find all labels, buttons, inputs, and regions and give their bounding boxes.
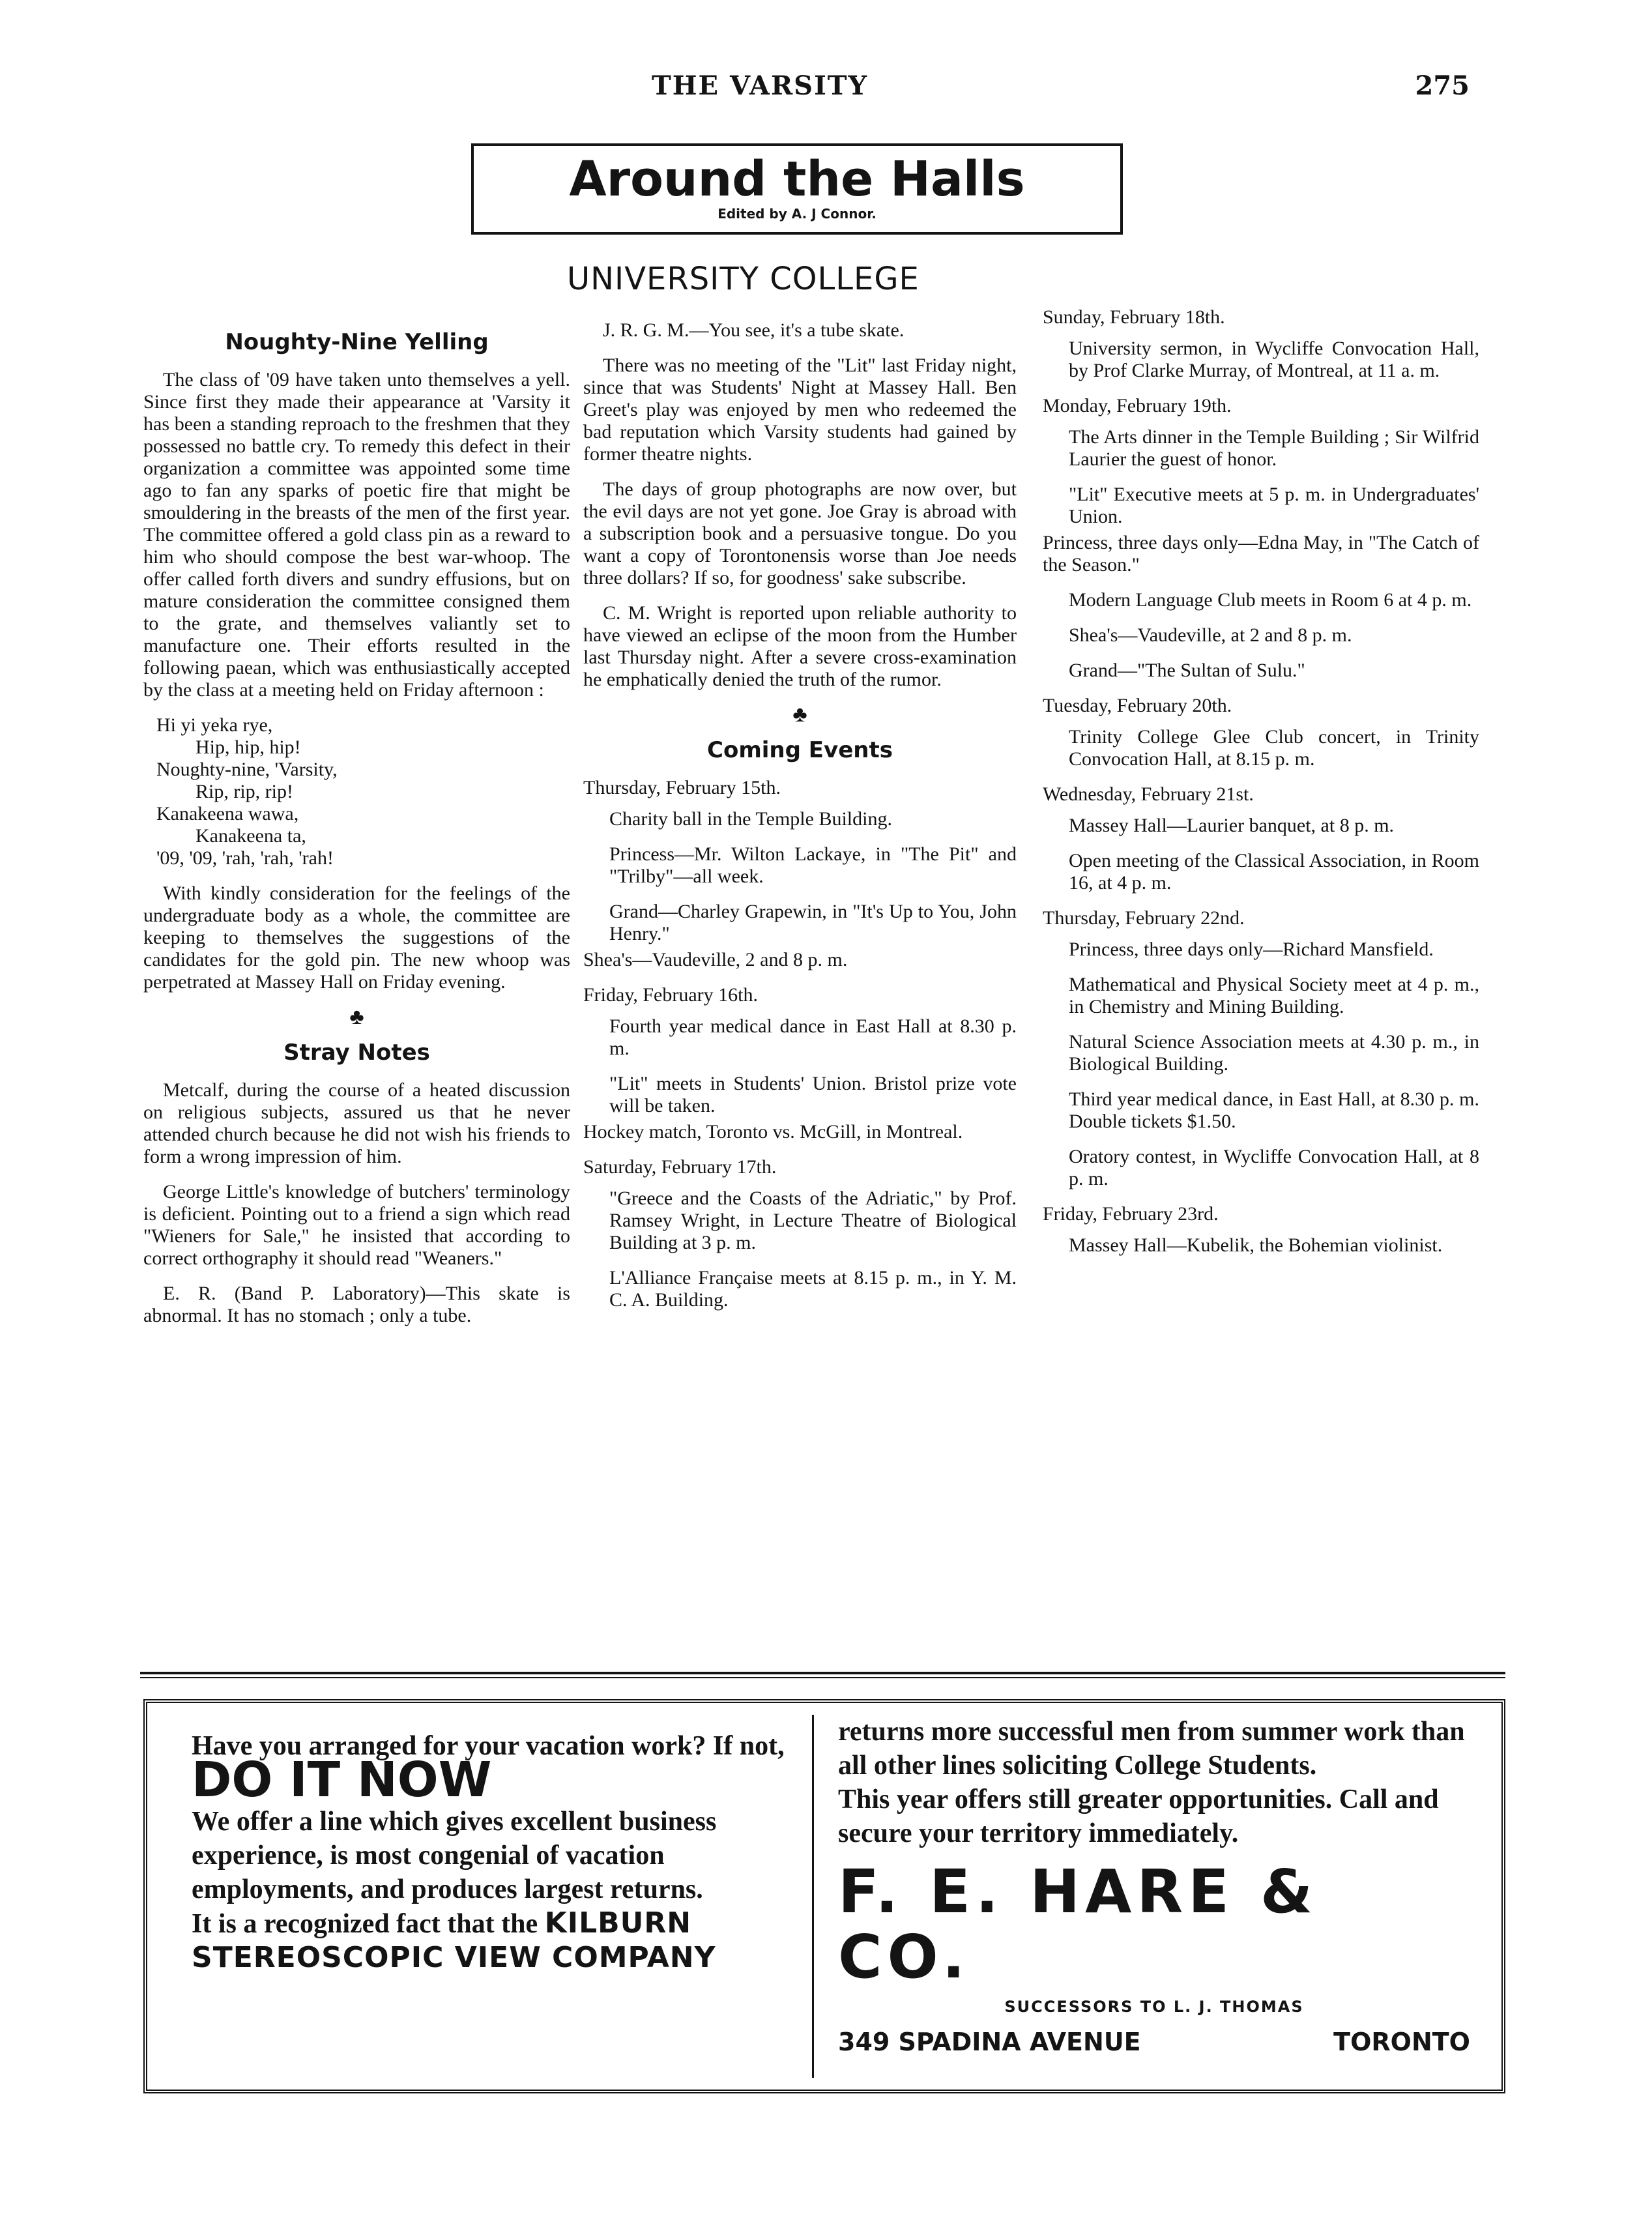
- advertisement: [143, 1699, 1505, 2093]
- event-day: Wednesday, February 21st.: [1043, 783, 1254, 805]
- event-day: Tuesday, February 20th.: [1043, 695, 1232, 716]
- event-item: Open meeting of the Classical Association, in Room 16, at 4 p. m.: [1069, 850, 1479, 894]
- event-item: Grand—Charley Grapewin, in "It's Up to You, John Henry.": [609, 901, 1017, 944]
- middle-paragraph-4: C. M. Wright is reported upon reliable authority to have viewed an eclipse of the moon from the Humber last Thursday night. After a severe cross-examination he emphatically denied the truth of the rumor.: [583, 602, 1017, 690]
- event-item: L'Alliance Française meets at 8.15 p. m., in Y. M. C. A. Building.: [609, 1267, 1017, 1311]
- ornament-icon: ♣: [349, 1005, 364, 1029]
- ad-company: KILBURN STEREOSCOPIC VIEW COMPANY: [192, 1906, 716, 1974]
- ad-divider: [812, 1715, 814, 2078]
- college-heading: UNIVERSITY COLLEGE: [567, 261, 920, 297]
- ad-left-column: [192, 1729, 791, 1975]
- yell-line: Hip, hip, hip!: [196, 736, 301, 758]
- event-day: Friday, February 23rd.: [1043, 1203, 1219, 1225]
- ad-claim: It is a recognized fact that the: [192, 1909, 538, 1939]
- noughty-paragraph-2: With kindly consideration for the feelings of the undergraduate body as a whole, the committee are keeping to themselves the suggestions of the candidates for the gold pin. The new whoop was perpetrated at Massey Hall on Friday evening.: [143, 882, 570, 993]
- yell-line: Rip, rip, rip!: [196, 781, 293, 802]
- firm-successors: SUCCESSORS TO L. J. THOMAS: [1004, 1998, 1304, 2016]
- firm-address: [838, 2025, 1470, 2059]
- event-item: University sermon, in Wycliffe Convocation Hall, by Prof Clarke Murray, of Montreal, at 11 a. m.: [1069, 338, 1479, 381]
- class-yell: [156, 714, 570, 869]
- event-item: Fourth year medical dance in East Hall at 8.30 p. m.: [609, 1015, 1017, 1059]
- event-item: Modern Language Club meets in Room 6 at 4 p. m.: [1069, 589, 1472, 611]
- middle-paragraph-3: The days of group photographs are now over, but the evil days are not yet gone. Joe Gray is abroad with a subscription book and a persuasive tongue. Do you want a copy of Torontonensis worse than Joe needs three dollars? If so, for goodness' sake subscribe.: [583, 478, 1017, 589]
- department-banner: [471, 143, 1123, 235]
- event-item: Oratory contest, in Wycliffe Convocation Hall, at 8 p. m.: [1069, 1146, 1479, 1189]
- event-item: Hockey match, Toronto vs. McGill, in Montreal.: [583, 1121, 963, 1143]
- event-item: Princess, three days only—Edna May, in "The Catch of the Season.": [1043, 532, 1479, 575]
- ad-offer: We offer a line which gives excellent business experience, is most congenial of vacation employments, and produces largest returns.: [192, 1807, 717, 1904]
- noughty-paragraph-1: The class of '09 have taken unto themselves a yell. Since first they made their appearance at 'Varsity it has been a standing reproach to the freshmen that they possessed no battle cry. To remedy this defect in their organization a committee was appointed some time ago to fan any sparks of poetic fire that might be smouldering in the breasts of the men of the first year. The committee offered a gold class pin as a reward to him who should compose the best war-whoop. The offer called forth divers and sundry effusions, but on mature consideration the committee consigned them to the grate, and themselves valiantly set to manufacture one. Their efforts resulted in the following paean, which was enthusiastically accepted by the class at a meeting held on Friday afternoon :: [143, 369, 570, 701]
- event-item: Princess—Mr. Wilton Lackaye, in "The Pit" and "Trilby"—all week.: [609, 843, 1017, 887]
- event-day: Thursday, February 15th.: [583, 777, 781, 798]
- middle-paragraph-1: J. R. G. M.—You see, it's a tube skate.: [603, 319, 905, 341]
- firm-street: 349 SPADINA AVENUE: [838, 2028, 1141, 2056]
- page-number: 275: [1415, 70, 1470, 101]
- department-editor: Edited by A. J Connor.: [717, 206, 877, 222]
- ornament-icon: ♣: [792, 703, 807, 727]
- stray-paragraph-2: George Little's knowledge of butchers' terminology is deficient. Pointing out to a friend a sign which read "Wieners for Sale," he insisted that according to correct orthography it should read "Weaners.": [143, 1181, 570, 1269]
- event-item: Natural Science Association meets at 4.30 p. m., in Biological Building.: [1069, 1031, 1479, 1075]
- ad-returns: returns more successful men from summer work than all other lines soliciting College Students.: [838, 1717, 1465, 1781]
- column-right: [1043, 306, 1479, 1270]
- middle-paragraph-2: There was no meeting of the "Lit" last Friday night, since that was Students' Night at Massey Hall. Ben Greet's play was enjoyed by men who redeemed the bad reputation which Varsity students had gained by former theatre nights.: [583, 355, 1017, 465]
- event-item: Shea's—Vaudeville, 2 and 8 p. m.: [583, 949, 848, 970]
- event-item: Massey Hall—Laurier banquet, at 8 p. m.: [1069, 815, 1395, 836]
- event-day: Saturday, February 17th.: [583, 1156, 777, 1178]
- column-middle: [583, 319, 1017, 1324]
- event-item: Third year medical dance, in East Hall, at 8.30 p. m. Double tickets $1.50.: [1069, 1088, 1479, 1132]
- event-item: Trinity College Glee Club concert, in Trinity Convocation Hall, at 8.15 p. m.: [1069, 726, 1479, 770]
- ad-right-column: [838, 1715, 1470, 2059]
- event-day: Sunday, February 18th.: [1043, 306, 1225, 328]
- event-item: Mathematical and Physical Society meet at 4 p. m., in Chemistry and Mining Building.: [1069, 974, 1479, 1017]
- section-divider: [140, 1672, 1505, 1678]
- event-item: Shea's—Vaudeville, at 2 and 8 p. m.: [1069, 624, 1352, 646]
- firm-name: F. E. HARE & CO.: [838, 1857, 1318, 1992]
- yell-line: Kanakeena wawa,: [156, 803, 299, 824]
- yell-line: Noughty-nine, 'Varsity,: [156, 759, 338, 780]
- event-item: Princess, three days only—Richard Mansfield.: [1069, 939, 1434, 960]
- event-day: Friday, February 16th.: [583, 984, 759, 1006]
- yell-line: Hi yi yeka rye,: [156, 714, 273, 736]
- yell-line: Kanakeena ta,: [196, 825, 306, 847]
- event-item: Massey Hall—Kubelik, the Bohemian violinist.: [1069, 1234, 1443, 1256]
- event-item: "Greece and the Coasts of the Adriatic," by Prof. Ramsey Wright, in Lecture Theatre of Biological Building at 3 p. m.: [609, 1187, 1017, 1253]
- yell-line: '09, '09, 'rah, 'rah, 'rah!: [156, 847, 334, 869]
- ad-opportunity: This year offers still greater opportunities. Call and secure your territory immediately.: [838, 1785, 1439, 1848]
- event-item: "Lit" Executive meets at 5 p. m. in Undergraduates' Union.: [1069, 484, 1479, 527]
- firm-city: TORONTO: [1333, 2028, 1470, 2056]
- coming-events-heading: Coming Events: [707, 737, 893, 763]
- event-item: Charity ball in the Temple Building.: [609, 808, 892, 830]
- column-left: [143, 319, 570, 1340]
- ad-intro: Have you arranged for your vacation work? If not,: [192, 1731, 785, 1761]
- stray-notes-heading: Stray Notes: [283, 1040, 430, 1066]
- event-item: Grand—"The Sultan of Sulu.": [1069, 660, 1305, 681]
- stray-paragraph-1: Metcalf, during the course of a heated discussion on religious subjects, assured us that he never attended church because he did not wish his friends to form a wrong impression of him.: [143, 1079, 570, 1167]
- running-header: THE VARSITY: [652, 70, 869, 101]
- department-title: Around the Halls: [569, 151, 1025, 207]
- event-item: The Arts dinner in the Temple Building ; Sir Wilfrid Laurier the guest of honor.: [1069, 426, 1479, 470]
- event-day: Monday, February 19th.: [1043, 395, 1232, 416]
- ad-headline: DO IT NOW: [192, 1752, 492, 1808]
- noughty-heading: Noughty-Nine Yelling: [225, 329, 489, 355]
- event-day: Thursday, February 22nd.: [1043, 907, 1245, 929]
- event-item: "Lit" meets in Students' Union. Bristol prize vote will be taken.: [609, 1073, 1017, 1116]
- stray-paragraph-3: E. R. (Band P. Laboratory)—This skate is abnormal. It has no stomach ; only a tube.: [143, 1283, 570, 1326]
